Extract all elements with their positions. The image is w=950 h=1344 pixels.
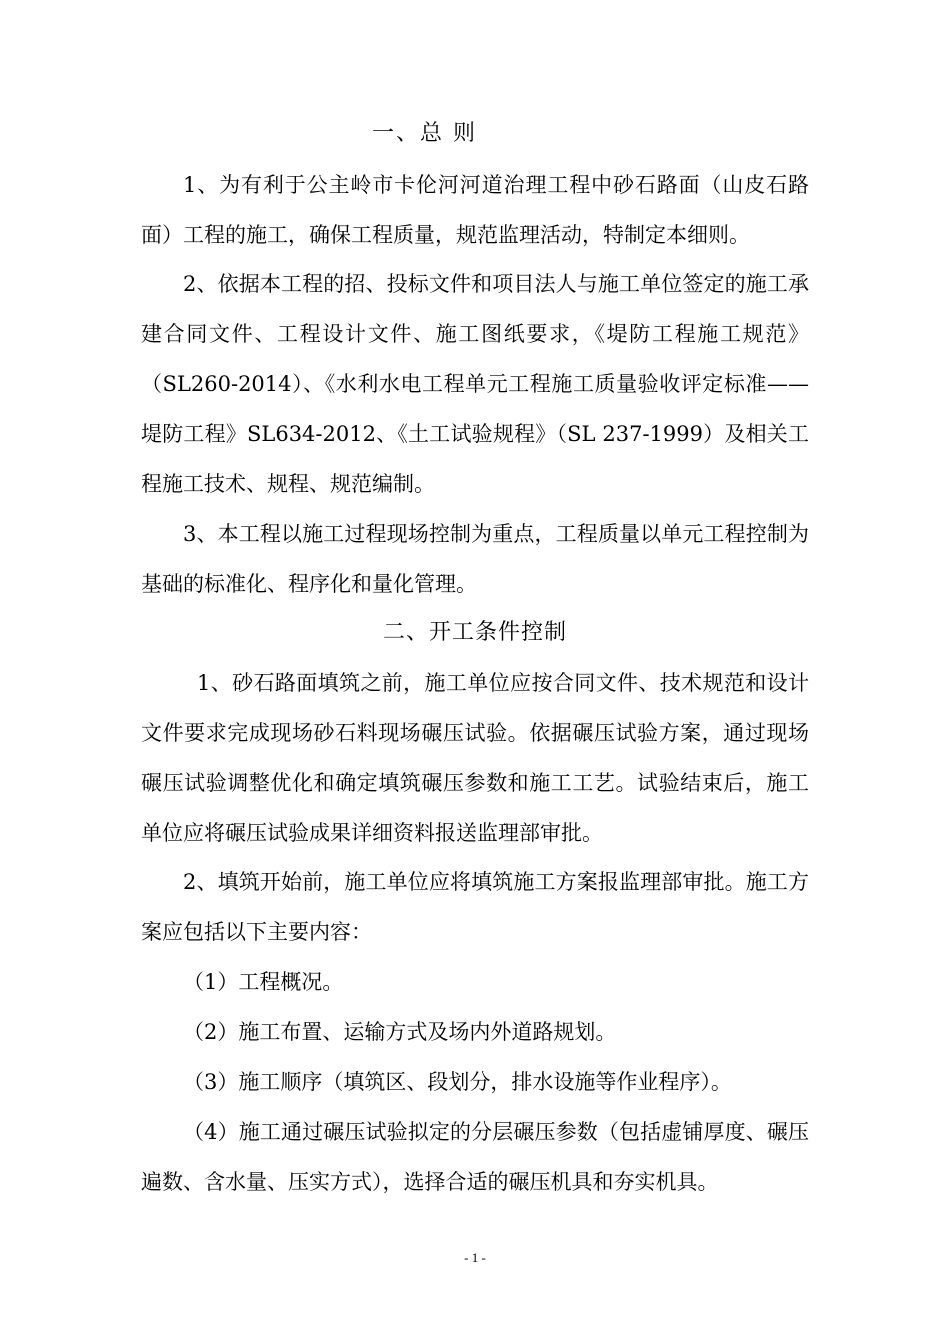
paragraph-basis: 2、依据本工程的招、投标文件和项目法人与施工单位签定的施工承建合同文件、工程设计文件、施工图纸要求，《堤防工程施工规范》（SL260-2014）、《水利水电工程单元工程施工质量验收评定标准——堤防工程》SL634-2012、《土工试验规程》（SL 237-1999）及相关工程施工技术、规程、规范编制。: [141, 272, 809, 496]
section-heading-general: 一、总 则: [372, 121, 477, 146]
list-item: （2）施工布置、运输方式及场内外道路规划。: [183, 1020, 617, 1044]
paragraph-focus: 3、本工程以施工过程现场控制为重点，工程质量以单元工程控制为基础的标准化、程序化和量化管理。: [141, 522, 809, 596]
paragraph-construction-plan: 2、填筑开始前，施工单位应将填筑施工方案报监理部审批。施工方案应包括以下主要内容：: [141, 870, 809, 944]
paragraph-compaction-test: 1、砂石路面填筑之前，施工单位应按合同文件、技术规范和设计文件要求完成现场砂石料现场碾压试验。依据碾压试验方案，通过现场碾压试验调整优化和确定填筑碾压参数和施工工艺。试验结束后，施工单位应将碾压试验成果详细资料报送监理部审批。: [141, 671, 809, 845]
list-item: （3）施工顺序（填筑区、段划分，排水设施等作业程序）。: [183, 1070, 732, 1094]
list-item: （1）工程概况。: [183, 970, 344, 994]
paragraph-purpose: 1、为有利于公主岭市卡伦河河道治理工程中砂石路面（山皮石路面）工程的施工，确保工程质量，规范监理活动，特制定本细则。: [141, 173, 809, 247]
page-number: - 1 -: [464, 1250, 486, 1265]
section-heading-start-conditions: 二、开工条件控制: [383, 620, 568, 645]
list-item: （4）施工通过碾压试验拟定的分层碾压参数（包括虚铺厚度、碾压遍数、含水量、压实方式），选择合适的碾压机具和夯实机具。: [141, 1120, 809, 1194]
